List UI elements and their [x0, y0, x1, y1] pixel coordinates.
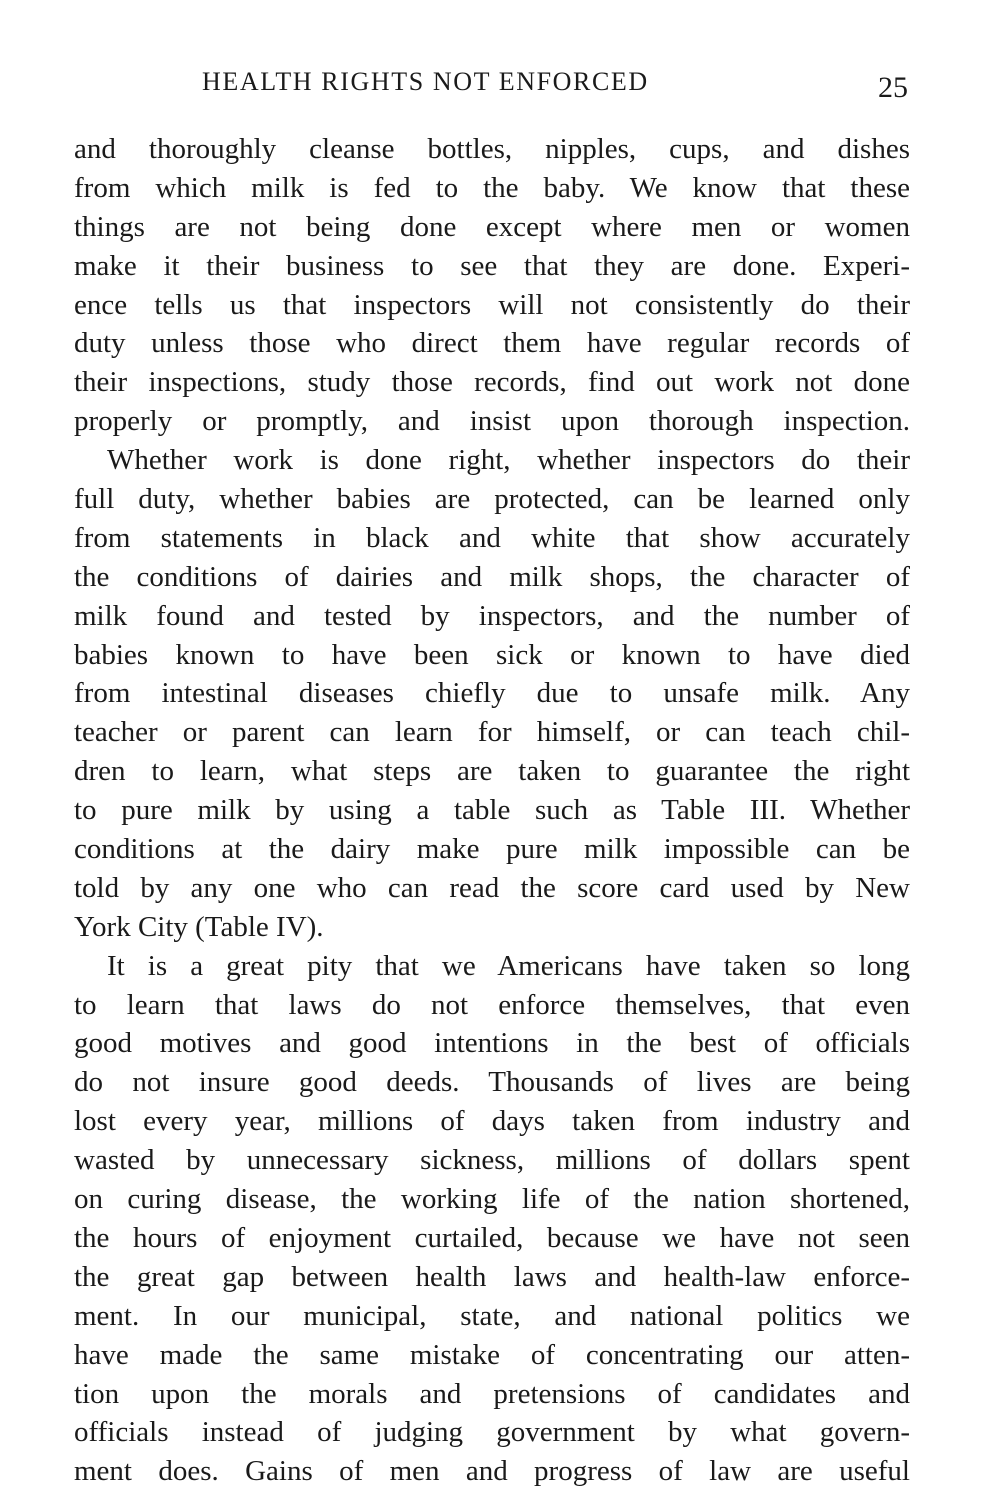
text-line: from statements in black and white that show accurately: [74, 521, 910, 554]
text-line: and thoroughly cleanse bottles, nipples, cups, and dishes: [74, 133, 910, 165]
text-line: things are not being done except where men or women: [74, 210, 910, 243]
text-line: their inspections, study those records, find out work not done: [74, 366, 910, 399]
running-head: [74, 64, 910, 104]
text-line: dren to learn, what steps are taken to guarantee the right: [74, 755, 910, 788]
text-line: It is a great pity that we Americans have taken so long: [107, 949, 910, 982]
text-line: Whether work is done right, whether inspectors do their: [107, 444, 910, 477]
text-line: from which milk is fed to the baby. We know that these: [74, 171, 910, 204]
text-line: wasted by unnecessary sickness, millions of dollars spent: [74, 1144, 910, 1177]
text-line: tion upon the morals and pretensions of candidates and: [74, 1377, 910, 1410]
text-line: good motives and good intentions in the best of officials: [74, 1027, 910, 1060]
running-title: HEALTH RIGHTS NOT ENFORCED: [202, 67, 649, 96]
text-line: from intestinal diseases chiefly due to unsafe milk. Any: [74, 677, 910, 710]
text-line: the conditions of dairies and milk shops, the character of: [74, 560, 910, 593]
text-line: make it their business to see that they are done. Experi-: [74, 249, 910, 282]
text-line: the great gap between health laws and health-law enforce-: [74, 1260, 910, 1293]
paragraph-2: [74, 441, 910, 947]
text-line: full duty, whether babies are protected, can be learned only: [74, 483, 910, 516]
paragraph-3: [74, 947, 910, 1491]
text-line: the hours of enjoyment curtailed, because we have not seen: [74, 1221, 910, 1254]
text-line: have made the same mistake of concentrating our atten-: [74, 1338, 910, 1371]
text-line: do not insure good deeds. Thousands of lives are being: [74, 1066, 910, 1099]
text-line: ment does. Gains of men and progress of law are useful: [74, 1455, 910, 1488]
text-line: lost every year, millions of days taken from industry and: [74, 1105, 910, 1138]
text-line: on curing disease, the working life of the nation shortened,: [74, 1183, 910, 1216]
text-line: properly or promptly, and insist upon thorough inspection.: [74, 405, 910, 438]
text-line: to learn that laws do not enforce themselves, that even: [74, 988, 910, 1021]
text-line: duty unless those who direct them have regular records of: [74, 327, 910, 360]
text-line: ment. In our municipal, state, and national politics we: [74, 1299, 910, 1332]
text-line: ence tells us that inspectors will not consistently do their: [74, 288, 910, 321]
page-number: 25: [878, 71, 908, 104]
text-line: York City (Table IV).: [74, 910, 324, 943]
paragraph-1: [74, 130, 910, 441]
text-line: babies known to have been sick or known to have died: [74, 638, 910, 671]
body-text: [74, 130, 910, 1491]
text-line: conditions at the dairy make pure milk impossible can be: [74, 833, 910, 866]
text-line: teacher or parent can learn for himself, or can teach chil-: [74, 716, 910, 749]
text-line: milk found and tested by inspectors, and the number of: [74, 599, 910, 632]
text-line: officials instead of judging government by what govern-: [74, 1416, 910, 1449]
text-line: told by any one who can read the score card used by New: [74, 871, 910, 904]
text-line: to pure milk by using a table such as Table III. Whether: [74, 794, 910, 827]
